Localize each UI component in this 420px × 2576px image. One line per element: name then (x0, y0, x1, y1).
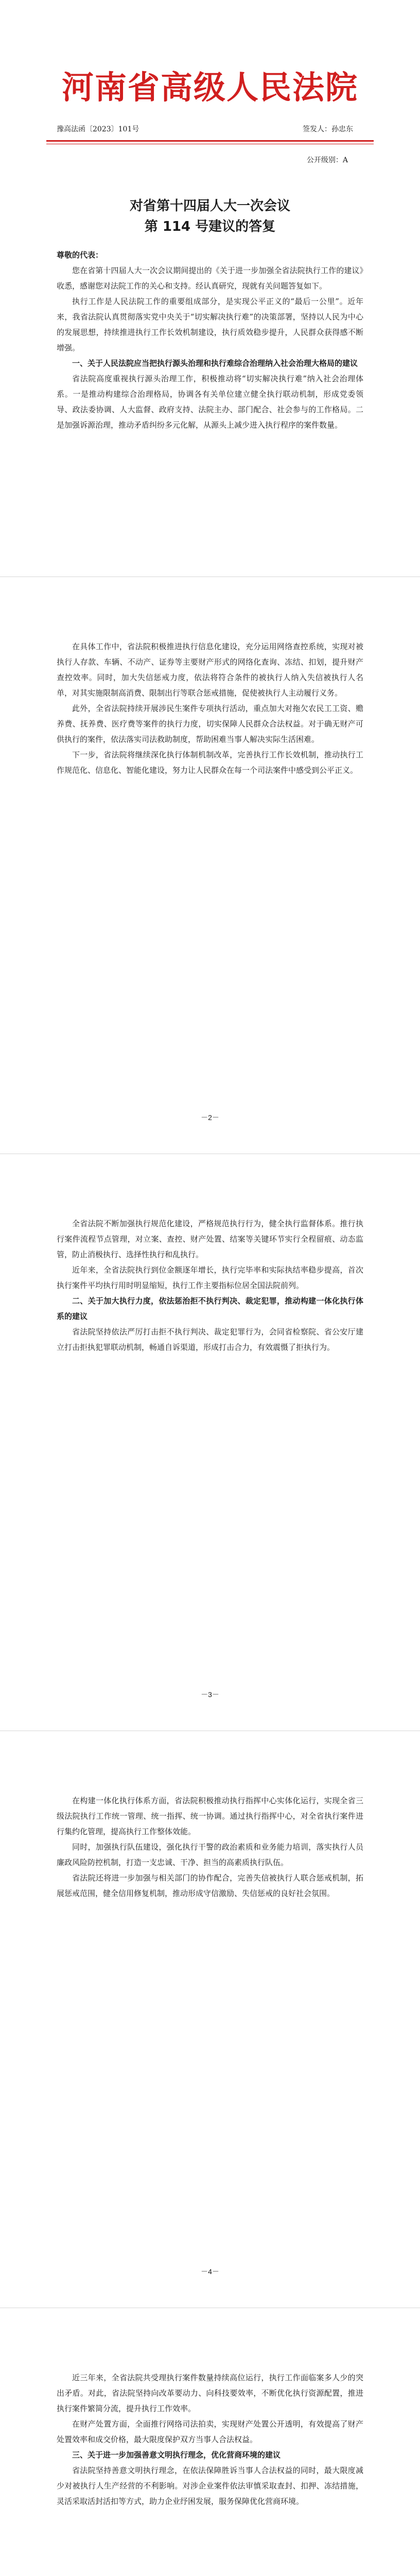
section-heading-1: 一、关于人民法院应当把执行源头治理和执行难综合治理纳入社会治理大格局的建议 (72, 359, 358, 368)
paragraph: 省法院坚持善意文明执行理念，在依法保障胜诉当事人合法权益的同时，最大限度减少对被执行人生产经营的不利影响。对涉企业案件依法审慎采取查封、扣押、冻结措施，灵活采取活封活扣等方式，助力企业纾困发展，服务保障优化营商环境。 (57, 2466, 363, 2506)
section-heading-2: 二、关于加大执行力度，依法惩治拒不执行判决、裁定犯罪，推动构建一体化执行体系的建议 (57, 1296, 363, 1321)
page-1 (0, 0, 420, 577)
page-5 (0, 2308, 420, 2576)
page-4-body (57, 1793, 363, 1901)
salutation: 尊敬的代表： (57, 250, 103, 260)
paragraph: 近三年来，全省法院共受理执行案件数量持续高位运行，执行工作面临案多人少的突出矛盾。对此，省法院坚持向改革要动力、向科技要效率，不断优化执行资源配置，推进执行案件繁简分流，提升执行工作效率。 (57, 2373, 363, 2413)
section-heading-3: 三、关于进一步加强善意文明执行理念，优化营商环境的建议 (72, 2450, 281, 2460)
page-3-body (57, 1216, 363, 1355)
page-4 (0, 1731, 420, 2308)
paragraph: 您在省第十四届人大一次会议期间提出的《关于进一步加强全省法院执行工作的建议》收悉，感谢您对法院工作的关心和支持。经认真研究，现就有关问题答复如下。 (57, 266, 363, 291)
paragraph: 同时，加强执行队伍建设，强化执行干警的政治素质和业务能力培训，落实执行人员廉政风险防控机制，打造一支忠诚、干净、担当的高素质执行队伍。 (57, 1842, 363, 1867)
page-number: －2－ (201, 1113, 219, 1122)
page-3 (0, 1154, 420, 1731)
page-number: －3－ (201, 1690, 219, 1699)
document-title (0, 196, 420, 237)
document-title-line-2: 第 114 号建议的答复 (144, 219, 276, 234)
page-2 (0, 577, 420, 1154)
paragraph: 全省法院不断加强执行规范化建设，严格规范执行行为，健全执行监督体系。推行执行案件流程节点管理，对立案、查控、财产处置、结案等关键环节实行全程留痕、动态监管，防止消极执行、选择性执行和乱执行。 (57, 1219, 363, 1259)
page-number: －4－ (201, 2267, 219, 2276)
paragraph: 省法院还将进一步加强与相关部门的协作配合，完善失信被执行人联合惩戒机制，拓展惩戒范围，健全信用修复机制，推动形成守信激励、失信惩戒的良好社会氛围。 (57, 1873, 363, 1898)
paragraph: 在财产处置方面，全面推行网络司法拍卖，实现财产处置公开透明，有效提高了财产处置效率和成交价格，最大限度保护双方当事人合法权益。 (57, 2419, 363, 2444)
public-level: 公开级别：A (306, 156, 348, 164)
paragraph: 下一步，省法院将继续深化执行体制机制改革，完善执行工作长效机制，推动执行工作规范化、信息化、智能化建设，努力让人民群众在每一个司法案件中感受到公平正义。 (57, 750, 363, 775)
page-5-body (57, 2370, 363, 2509)
document-number: 豫高法函〔2023〕101号 (57, 125, 139, 133)
paragraph: 近年来，全省法院执行到位金额逐年增长，执行完毕率和实际执结率稳步提高，首次执行案件平均执行用时明显缩短，执行工作主要指标位居全国法院前列。 (57, 1265, 363, 1290)
page-2-body (57, 639, 363, 778)
paragraph: 在具体工作中，省法院积极推进执行信息化建设，充分运用网络查控系统，实现对被执行人存款、车辆、不动产、证券等主要财产形式的网络化查询、冻结、扣划，提升财产查控效率。同时，加大失信惩戒力度，依法将符合条件的被执行人纳入失信被执行人名单，对其实施限制高消费、限制出行等联合惩戒措施，促使被执行人主动履行义务。 (57, 642, 363, 698)
document-title-line-1: 对省第十四届人大一次会议 (129, 198, 290, 214)
paragraph: 此外，全省法院持续开展涉民生案件专项执行活动，重点加大对拖欠农民工工资、赡养费、抚养费、医疗费等案件的执行力度，切实保障人民群众合法权益。对于确无财产可供执行的案件，依法落实司法救助制度，帮助困难当事人解决实际生活困难。 (57, 704, 363, 744)
red-divider (46, 140, 374, 142)
paragraph: 执行工作是人民法院工作的重要组成部分，是实现公平正义的“最后一公里”。近年来，我省法院认真贯彻落实党中央关于“切实解决执行难”的决策部署，坚持以人民为中心的发展思想，持续推进执行工作长效机制建设，执行质效稳步提升，人民群众获得感不断增强。 (57, 297, 363, 352)
paragraph: 省法院高度重视执行源头治理工作，积极推动将“切实解决执行难”纳入社会治理体系。一是推动构建综合治理格局，协调各有关单位建立健全执行联动机制，形成党委领导、政法委协调、人大监督、政府支持、法院主办、部门配合、社会参与的工作格局。二是加强诉源治理，推动矛盾纠纷多元化解，从源头上减少进入执行程序的案件数量。 (57, 374, 363, 430)
court-header-title: 河南省高级人民法院 (61, 69, 358, 106)
page-1-body (57, 247, 363, 433)
paragraph: 在构建一体化执行体系方面，省法院积极推动执行指挥中心实体化运行，实现全省三级法院执行工作统一管理、统一指挥、统一协调。通过执行指挥中心，对全省执行案件进行集约化管理，提高执行工作整体效能。 (57, 1796, 363, 1836)
paragraph: 省法院坚持依法严厉打击拒不执行判决、裁定犯罪行为，会同省检察院、省公安厅建立打击拒执犯罪联动机制，畅通自诉渠道，形成打击合力，有效震慑了拒执行为。 (57, 1327, 363, 1352)
signer: 签发人：孙忠东 (303, 125, 353, 133)
